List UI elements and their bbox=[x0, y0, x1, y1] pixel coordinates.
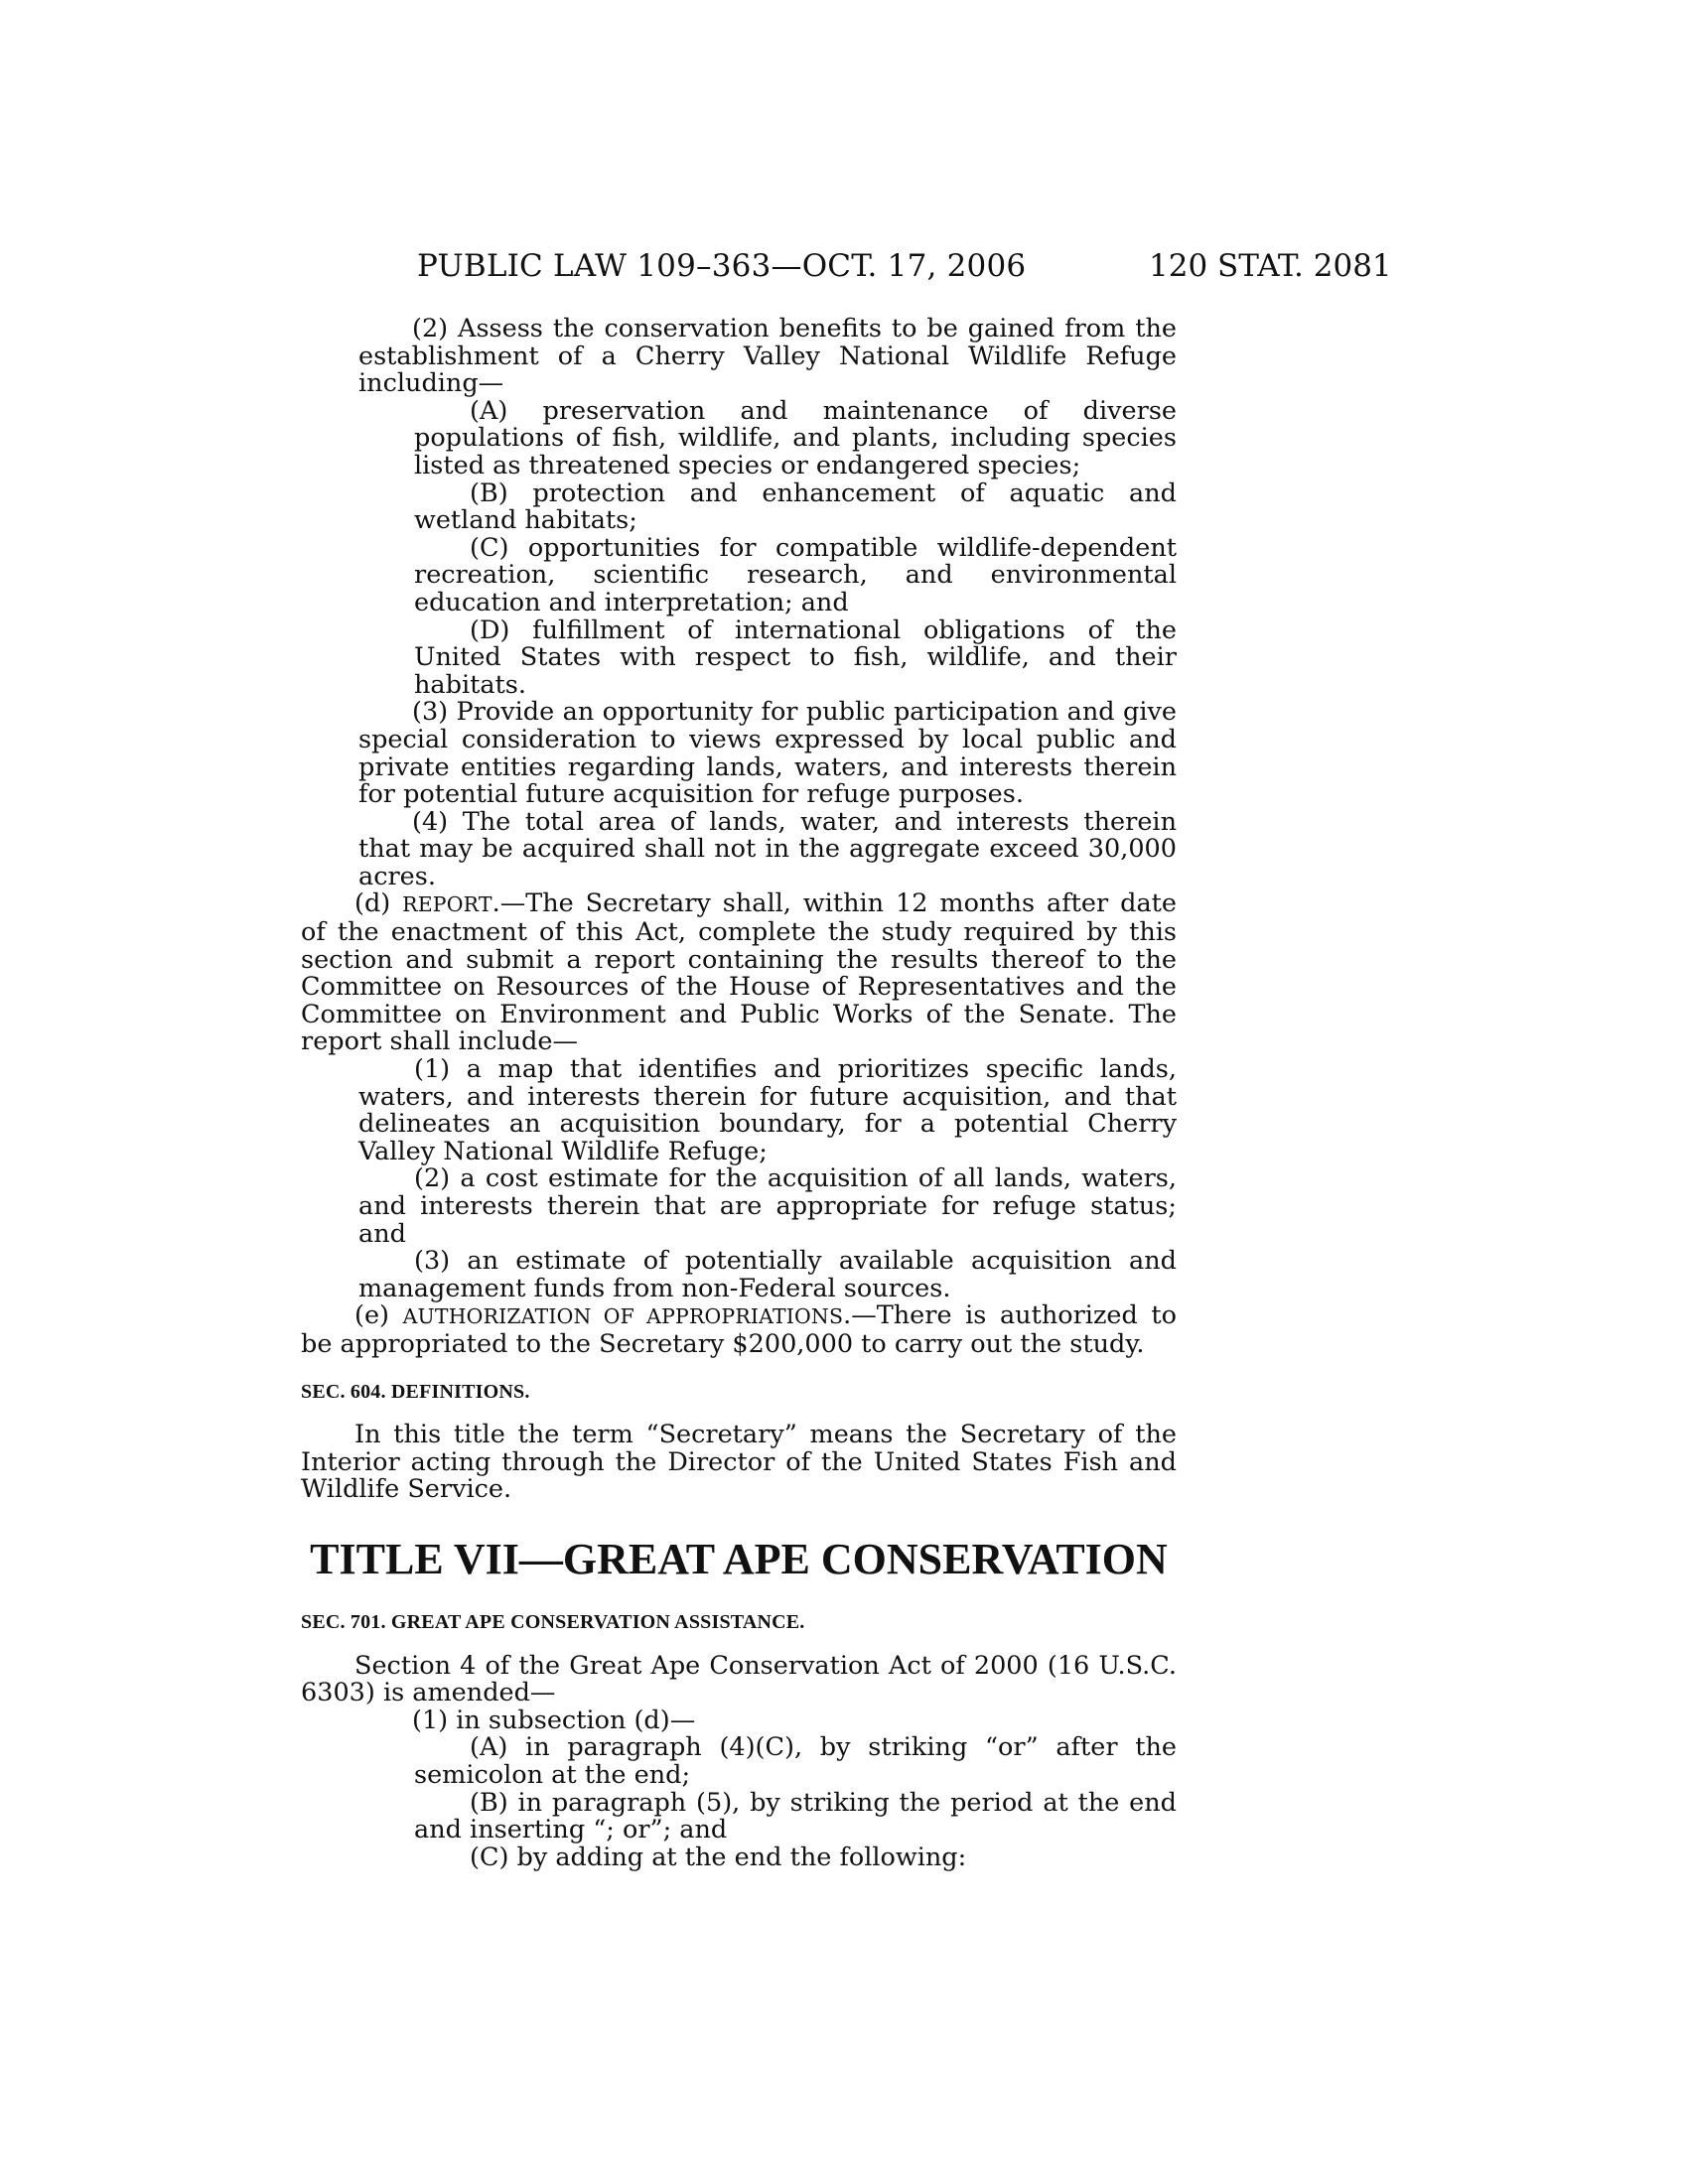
subsection-e-text: .—There is authorized to be appropriated to the Secretary $200,000 to carry out the study. bbox=[301, 1300, 1177, 1359]
page-body bbox=[301, 316, 1177, 1871]
amendment-item-b: (B) in paragraph (5), by striking the period at the end and inserting “; or”; and bbox=[414, 1787, 1177, 1845]
paragraph-3: (3) Provide an opportunity for public participation and give special consideration to views expressed by local public and private entities regarding lands, waters, and interests therein for potential future acquisition for refuge purposes. bbox=[358, 697, 1177, 810]
subparagraph-2c: (C) opportunities for compatible wildlife-dependent recreation, scientific research, and environmental education and interpretation; and bbox=[414, 532, 1177, 617]
amendment-item-1: (1) in subsection (d)— bbox=[412, 1705, 696, 1735]
subsection-e-heading: AUTHORIZATION OF APPROPRIATIONS bbox=[402, 1304, 844, 1329]
subsection-d-report bbox=[301, 890, 1177, 1056]
page-number: 120 STAT. 2081 bbox=[1149, 248, 1392, 284]
section-604-heading: SEC. 604. DEFINITIONS. bbox=[301, 1380, 530, 1403]
subparagraph-2a: (A) preservation and maintenance of diverse populations of fish, wildlife, and plants, including species listed as threatened species or endangered species; bbox=[414, 395, 1177, 480]
title-vii-heading: TITLE VII—GREAT APE CONSERVATION bbox=[310, 1534, 1168, 1583]
section-701-intro: Section 4 of the Great Ape Conservation Act of 2000 (16 U.S.C. 6303) is amended— bbox=[301, 1650, 1177, 1708]
report-item-3: (3) an estimate of potentially available acquisition and management funds from non-Federal sources. bbox=[358, 1246, 1177, 1303]
amendment-item-c: (C) by adding at the end the following: bbox=[470, 1842, 967, 1872]
subparagraph-2b: (B) protection and enhancement of aquatic and wetland habitats; bbox=[414, 478, 1177, 536]
amendment-item-a: (A) in paragraph (4)(C), by striking “or” after the semicolon at the end; bbox=[414, 1732, 1177, 1790]
report-item-2: (2) a cost estimate for the acquisition of all lands, waters, and interests therein that are appropriate for refuge status; and bbox=[358, 1163, 1177, 1249]
subsection-e-label: (e) bbox=[354, 1300, 403, 1331]
section-604-text: In this title the term “Secretary” means the Secretary of the Interior acting through the Director of the United States Fish and Wildlife Service. bbox=[301, 1420, 1177, 1505]
subparagraph-2d: (D) fulfillment of international obligations of the United States with respect to fish, wildlife, and their habitats. bbox=[414, 614, 1177, 700]
section-701-heading: SEC. 701. GREAT APE CONSERVATION ASSISTANCE. bbox=[301, 1610, 805, 1633]
subsection-e-appropriations bbox=[301, 1302, 1177, 1358]
subsection-d-text: .—The Secretary shall, within 12 months after date of the enactment of this Act, complete the study required by this section and submit a report containing the results thereof to the Committee on Resources of the House of Representatives and the Committee on Environment and Public Works of the Senate. The report shall include— bbox=[301, 888, 1177, 1057]
paragraph-4: (4) The total area of lands, water, and interests therein that may be acquired shall not in the aggregate exceed 30,000 acres. bbox=[358, 806, 1177, 891]
report-item-1: (1) a map that identifies and prioritizes specific lands, waters, and interests therein for future acquisition, and that delineates an acquisition boundary, for a potential Cherry Valley National Wildlife Refuge; bbox=[358, 1054, 1177, 1166]
paragraph-2: (2) Assess the conservation benefits to be gained from the establishment of a Cherry Valley National Wildlife Refuge including— bbox=[358, 314, 1177, 399]
subsection-d-label: (d) bbox=[354, 888, 403, 919]
subsection-d-heading: REPORT bbox=[402, 892, 492, 917]
running-header: PUBLIC LAW 109–363—OCT. 17, 2006 bbox=[417, 248, 1027, 284]
